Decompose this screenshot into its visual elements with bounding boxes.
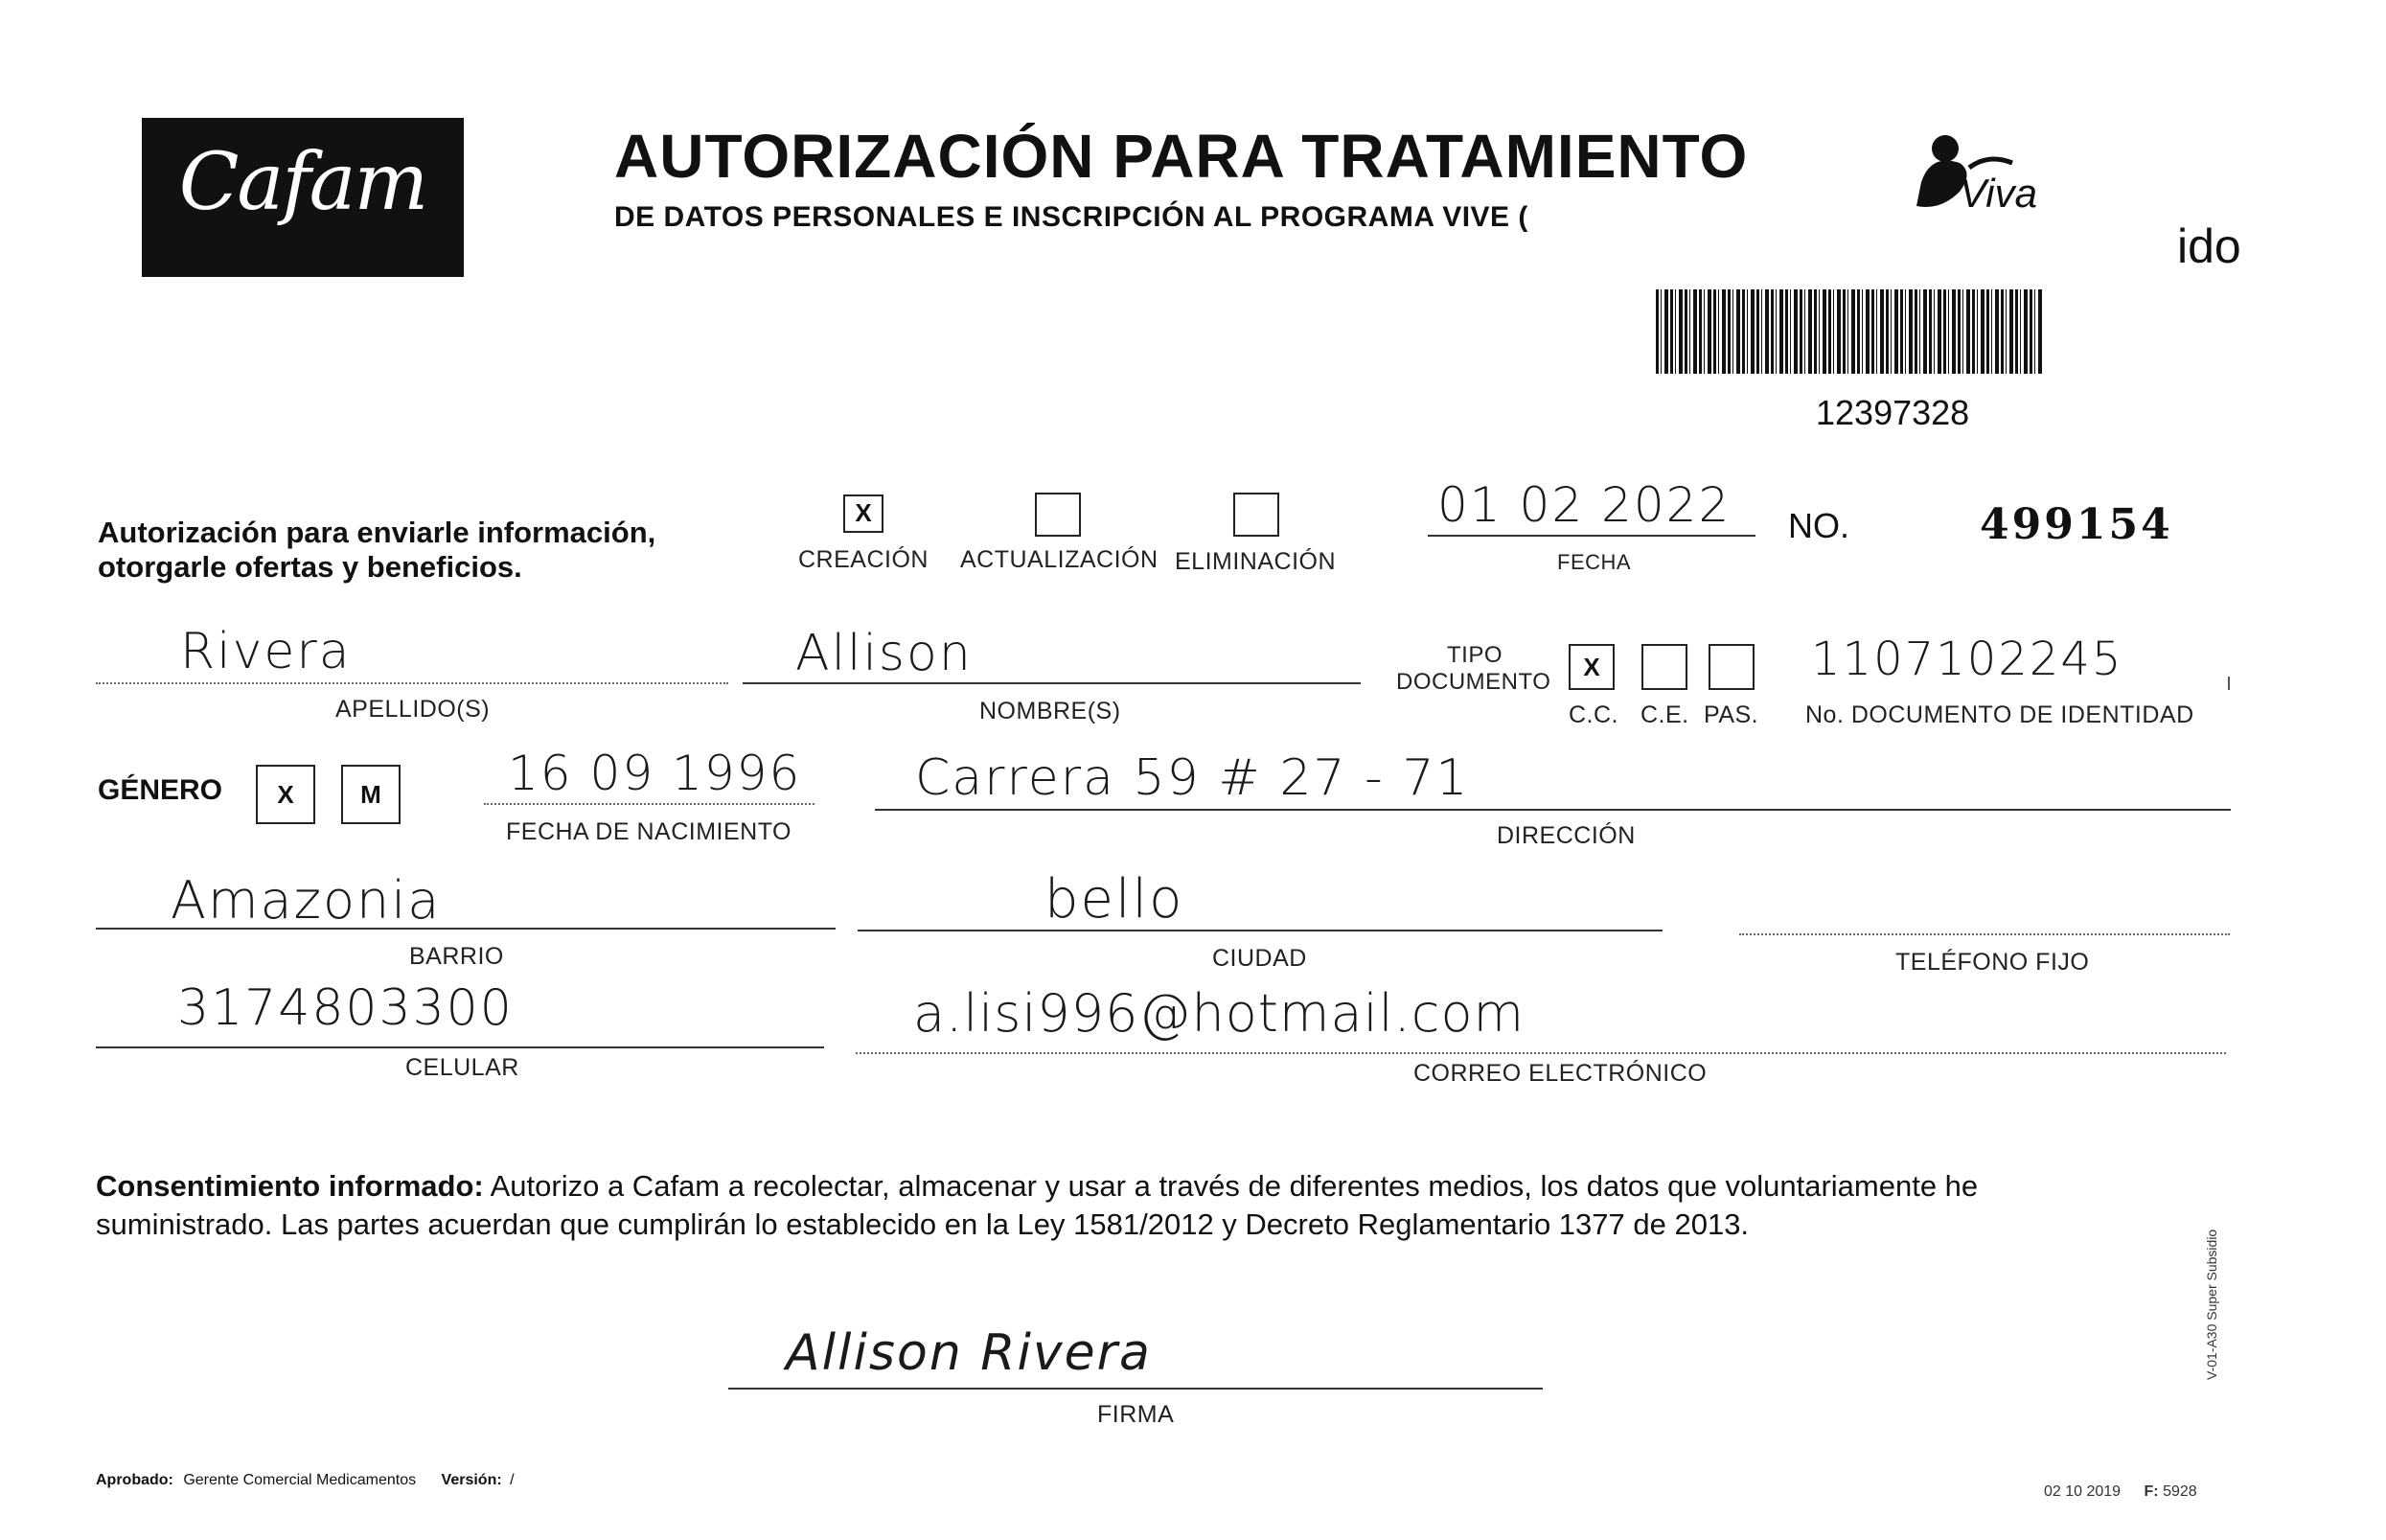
consent-line2: suministrado. Las partes acuerdan que cumplirán lo establecido en la Ley 1581/2012 y Decreto Reglamentario 1377 de 2013. xyxy=(96,1207,1750,1241)
tipo-pas-label: PAS. xyxy=(1704,701,1759,728)
celular-value[interactable]: 3174803300 xyxy=(177,979,514,1037)
nacimiento-value[interactable]: 16 09 1996 xyxy=(508,746,802,801)
cafam-logo-text: Cafam xyxy=(178,137,427,228)
consent-text-1: Autorizo a Cafam a recolectar, almacenar y usar a través de diferentes medios, los datos que voluntariamente he xyxy=(483,1169,1979,1203)
telefono-line xyxy=(1739,933,2230,935)
tipo-cc-mark: X xyxy=(1583,653,1600,681)
eliminacion-label: ELIMINACIÓN xyxy=(1175,548,1337,575)
barrio-value[interactable]: Amazonia xyxy=(171,870,442,931)
side-text: ido xyxy=(2177,219,2241,273)
nacimiento-line xyxy=(484,803,814,805)
fecha-line xyxy=(1428,535,1755,537)
documento-value[interactable]: 1107102245 xyxy=(1811,632,2123,686)
consent-line1 xyxy=(96,1167,2233,1206)
form-subtitle: DE DATOS PERSONALES E INSCRIPCIÓN AL PROGRAMA VIVE ( xyxy=(614,201,1528,233)
nacimiento-label: FECHA DE NACIMIENTO xyxy=(506,818,792,845)
nombres-line xyxy=(743,682,1361,684)
consent-heading: Consentimiento informado: xyxy=(96,1169,484,1203)
cafam-logo xyxy=(142,118,464,277)
footer-approval xyxy=(96,1472,515,1489)
telefono-label: TELÉFONO FIJO xyxy=(1895,949,2090,976)
barcode xyxy=(1656,289,2044,374)
creacion-label: CREACIÓN xyxy=(798,546,929,573)
eliminacion-checkbox[interactable] xyxy=(1233,493,1279,537)
row1-right-tick xyxy=(2228,677,2230,690)
form-title: AUTORIZACIÓN PARA TRATAMIENTO xyxy=(614,122,1749,191)
aprobado-label: Aprobado: xyxy=(96,1472,173,1488)
no-label: NO. xyxy=(1788,506,1850,545)
barrio-label: BARRIO xyxy=(409,943,504,970)
creacion-checkbox-mark: X xyxy=(855,498,872,527)
no-value: 499154 xyxy=(1980,500,2173,549)
footer-date-form xyxy=(2044,1483,2197,1501)
actualizacion-label: ACTUALIZACIÓN xyxy=(960,546,1159,573)
genero-m-label: M xyxy=(360,780,381,809)
nombres-label: NOMBRE(S) xyxy=(979,698,1121,724)
authorization-text-line2: otorgarle ofertas y beneficios. xyxy=(98,550,522,584)
ciudad-line xyxy=(858,930,1663,931)
apellidos-label: APELLIDO(S) xyxy=(335,696,491,723)
tipo-ce-label: C.E. xyxy=(1640,701,1689,728)
apellidos-value[interactable]: Rivera xyxy=(180,623,352,680)
aprobado-value: Gerente Comercial Medicamentos xyxy=(183,1472,417,1488)
footer-date: 02 10 2019 xyxy=(2044,1483,2122,1500)
barrio-line xyxy=(96,928,836,930)
nombres-value[interactable]: Allison xyxy=(795,625,973,682)
tipo-documento-label-2: DOCUMENTO xyxy=(1396,669,1551,695)
side-note: V-01-A30 Super Subsidio xyxy=(2204,1229,2219,1380)
genero-m-checkbox[interactable] xyxy=(341,765,401,824)
version-value: / xyxy=(510,1472,515,1488)
direccion-value[interactable]: Carrera 59 # 27 - 71 xyxy=(915,749,1470,807)
consent-paragraph xyxy=(96,1167,2233,1244)
barcode-number: 12397328 xyxy=(1816,393,1970,432)
tipo-cc-checkbox[interactable] xyxy=(1569,644,1615,690)
authorization-text-line1: Autorización para enviarle información, xyxy=(98,516,656,549)
genero-label: GÉNERO xyxy=(98,774,223,806)
form-value: 5928 xyxy=(2163,1483,2197,1500)
tipo-ce-checkbox[interactable] xyxy=(1641,644,1687,690)
genero-f-checkbox[interactable] xyxy=(256,765,315,824)
correo-label: CORREO ELECTRÓNICO xyxy=(1413,1060,1708,1087)
fecha-label: FECHA xyxy=(1557,550,1632,574)
correo-line xyxy=(856,1052,2226,1054)
signature-label: FIRMA xyxy=(1097,1401,1175,1428)
tipo-documento-label-1: TIPO xyxy=(1447,642,1503,668)
direccion-line xyxy=(875,809,2231,811)
celular-line xyxy=(96,1046,824,1048)
ciudad-value[interactable]: bello xyxy=(1044,868,1184,931)
vive-logo xyxy=(1902,125,2094,220)
apellidos-line xyxy=(96,682,728,684)
celular-label: CELULAR xyxy=(405,1054,519,1081)
ciudad-label: CIUDAD xyxy=(1212,945,1307,972)
documento-label: No. DOCUMENTO DE IDENTIDAD xyxy=(1805,701,2194,728)
signature-line xyxy=(728,1388,1543,1390)
form-label: F: xyxy=(2144,1483,2159,1500)
signature-value[interactable]: Allison Rivera xyxy=(786,1324,1152,1382)
direccion-label: DIRECCIÓN xyxy=(1497,822,1636,849)
version-label: Versión: xyxy=(441,1472,502,1488)
tipo-pas-checkbox[interactable] xyxy=(1709,644,1755,690)
creacion-checkbox[interactable] xyxy=(843,494,883,533)
fecha-value[interactable]: 01 02 2022 xyxy=(1437,477,1732,533)
genero-f-mark: X xyxy=(277,780,294,809)
tipo-cc-label: C.C. xyxy=(1569,701,1618,728)
vive-logo-text: Viva xyxy=(1960,171,2037,216)
actualizacion-checkbox[interactable] xyxy=(1035,493,1081,537)
correo-value[interactable]: a.lisi996@hotmail.com xyxy=(913,983,1526,1044)
